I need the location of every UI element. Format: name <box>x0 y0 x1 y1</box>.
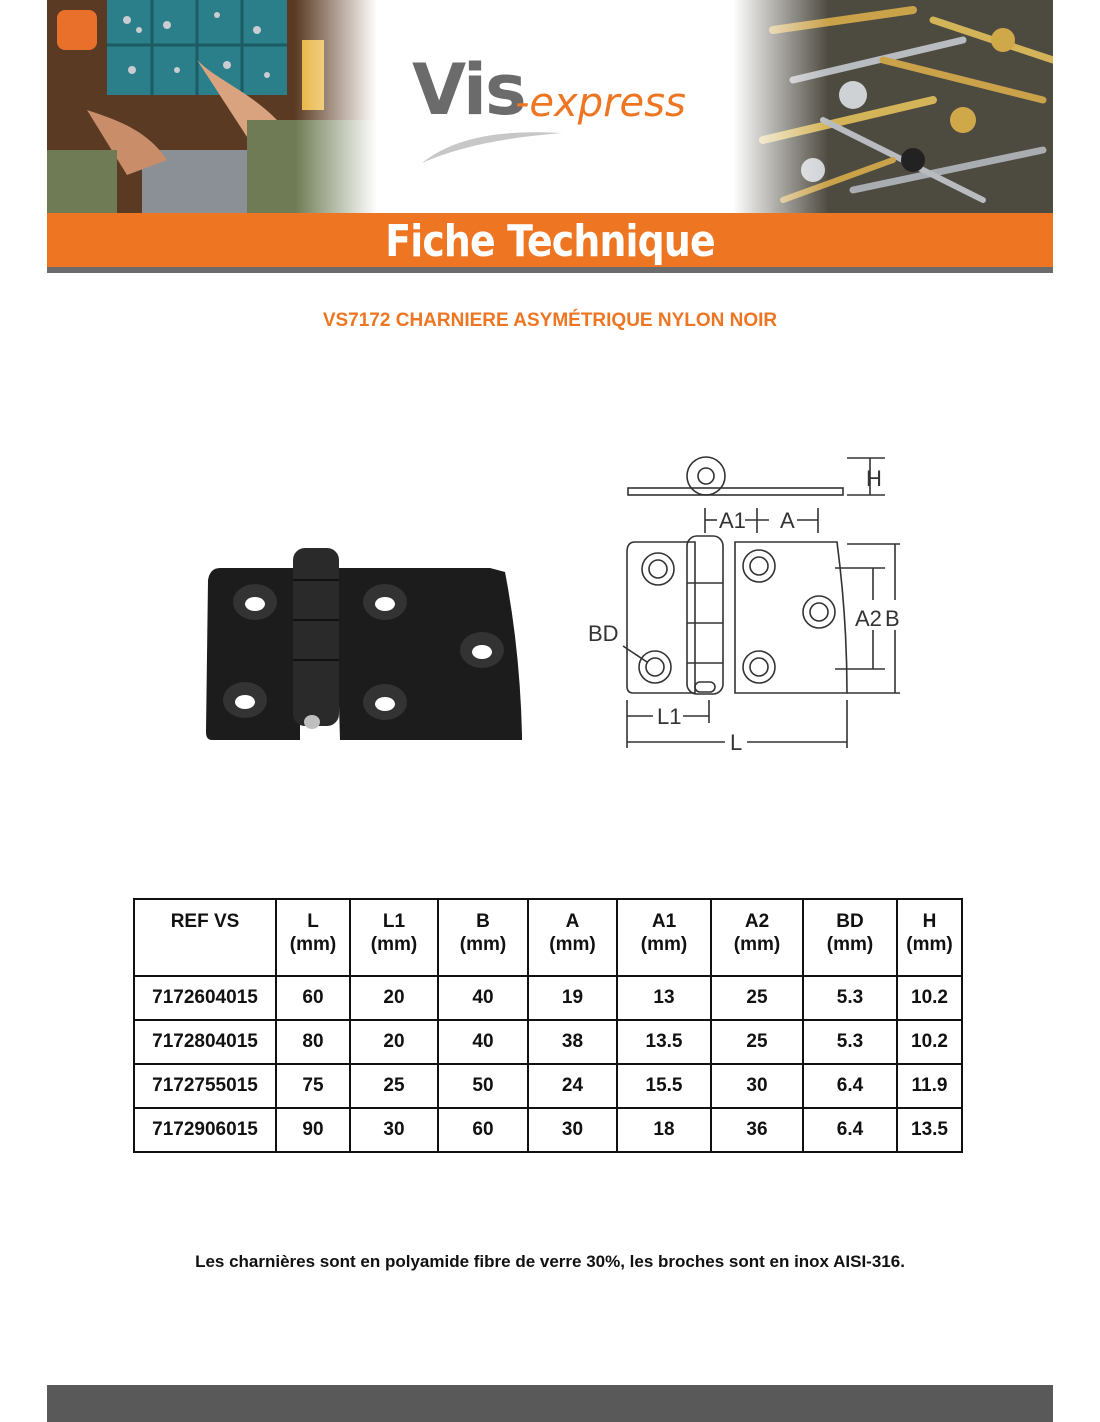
table-cell: 13 <box>617 976 711 1020</box>
table-cell: 30 <box>350 1108 438 1152</box>
table-cell: 6.4 <box>803 1108 897 1152</box>
specs-table <box>133 898 963 1153</box>
logo-main-text: Vis <box>412 49 525 131</box>
table-cell: 60 <box>438 1108 528 1152</box>
table-cell: 80 <box>276 1020 350 1064</box>
table-cell: 50 <box>438 1064 528 1108</box>
dim-label-a2: A2 <box>855 606 882 631</box>
table-cell: 7172804015 <box>134 1020 276 1064</box>
hinge-product-image <box>200 540 530 750</box>
table-row <box>134 976 962 1020</box>
column-header: A (mm) <box>528 899 617 976</box>
table-cell: 40 <box>438 1020 528 1064</box>
table-cell: 36 <box>711 1108 803 1152</box>
column-header: B (mm) <box>438 899 528 976</box>
table-row <box>134 1020 962 1064</box>
table-cell: 13.5 <box>897 1108 962 1152</box>
product-title: VS7172 CHARNIERE ASYMÉTRIQUE NYLON NOIR <box>322 310 778 331</box>
workshop-photo <box>47 0 377 213</box>
page-title: Fiche Technique <box>385 216 715 267</box>
hinge-technical-diagram <box>585 448 915 758</box>
table-header-row <box>134 899 962 976</box>
logo-swoosh <box>417 125 567 165</box>
table-cell: 40 <box>438 976 528 1020</box>
table-cell: 60 <box>276 976 350 1020</box>
table-cell: 30 <box>528 1108 617 1152</box>
table-cell: 90 <box>276 1108 350 1152</box>
column-header: BD (mm) <box>803 899 897 976</box>
table-cell: 24 <box>528 1064 617 1108</box>
screws-photo <box>733 0 1053 213</box>
dim-label-bd: BD <box>588 621 619 646</box>
table-cell: 11.9 <box>897 1064 962 1108</box>
dim-label-a: A <box>780 508 795 533</box>
dim-label-a1: A1 <box>719 508 746 533</box>
dim-label-b: B <box>885 606 900 631</box>
dim-label-l: L <box>730 730 743 755</box>
table-cell: 20 <box>350 1020 438 1064</box>
table-cell: 6.4 <box>803 1064 897 1108</box>
column-header: L (mm) <box>276 899 350 976</box>
fiche-technique-bar <box>47 213 1053 273</box>
header-banner <box>47 0 1053 213</box>
table-cell: 25 <box>350 1064 438 1108</box>
footer-bar <box>47 1385 1053 1422</box>
table-cell: 19 <box>528 976 617 1020</box>
table-cell: 38 <box>528 1020 617 1064</box>
column-header: L1 (mm) <box>350 899 438 976</box>
material-note: Les charnières sont en polyamide fibre de verre 30%, les broches sont en inox AISI-316. <box>195 1252 905 1271</box>
logo-sub-text: -express <box>515 80 686 126</box>
table-cell: 25 <box>711 1020 803 1064</box>
column-header: A1 (mm) <box>617 899 711 976</box>
table-cell: 5.3 <box>803 1020 897 1064</box>
table-cell: 20 <box>350 976 438 1020</box>
column-header: A2 (mm) <box>711 899 803 976</box>
table-cell: 7172906015 <box>134 1108 276 1152</box>
column-header: H (mm) <box>897 899 962 976</box>
table-cell: 18 <box>617 1108 711 1152</box>
table-cell: 5.3 <box>803 976 897 1020</box>
dim-label-h: H <box>866 466 882 491</box>
table-row <box>134 1064 962 1108</box>
table-row <box>134 1108 962 1152</box>
table-cell: 10.2 <box>897 1020 962 1064</box>
table-cell: 75 <box>276 1064 350 1108</box>
table-cell: 25 <box>711 976 803 1020</box>
dim-label-l1: L1 <box>657 704 682 729</box>
table-cell: 7172755015 <box>134 1064 276 1108</box>
table-cell: 10.2 <box>897 976 962 1020</box>
table-cell: 13.5 <box>617 1020 711 1064</box>
table-cell: 30 <box>711 1064 803 1108</box>
table-cell: 15.5 <box>617 1064 711 1108</box>
table-cell: 7172604015 <box>134 976 276 1020</box>
vis-express-logo <box>412 49 702 175</box>
column-header: REF VS <box>134 899 276 976</box>
